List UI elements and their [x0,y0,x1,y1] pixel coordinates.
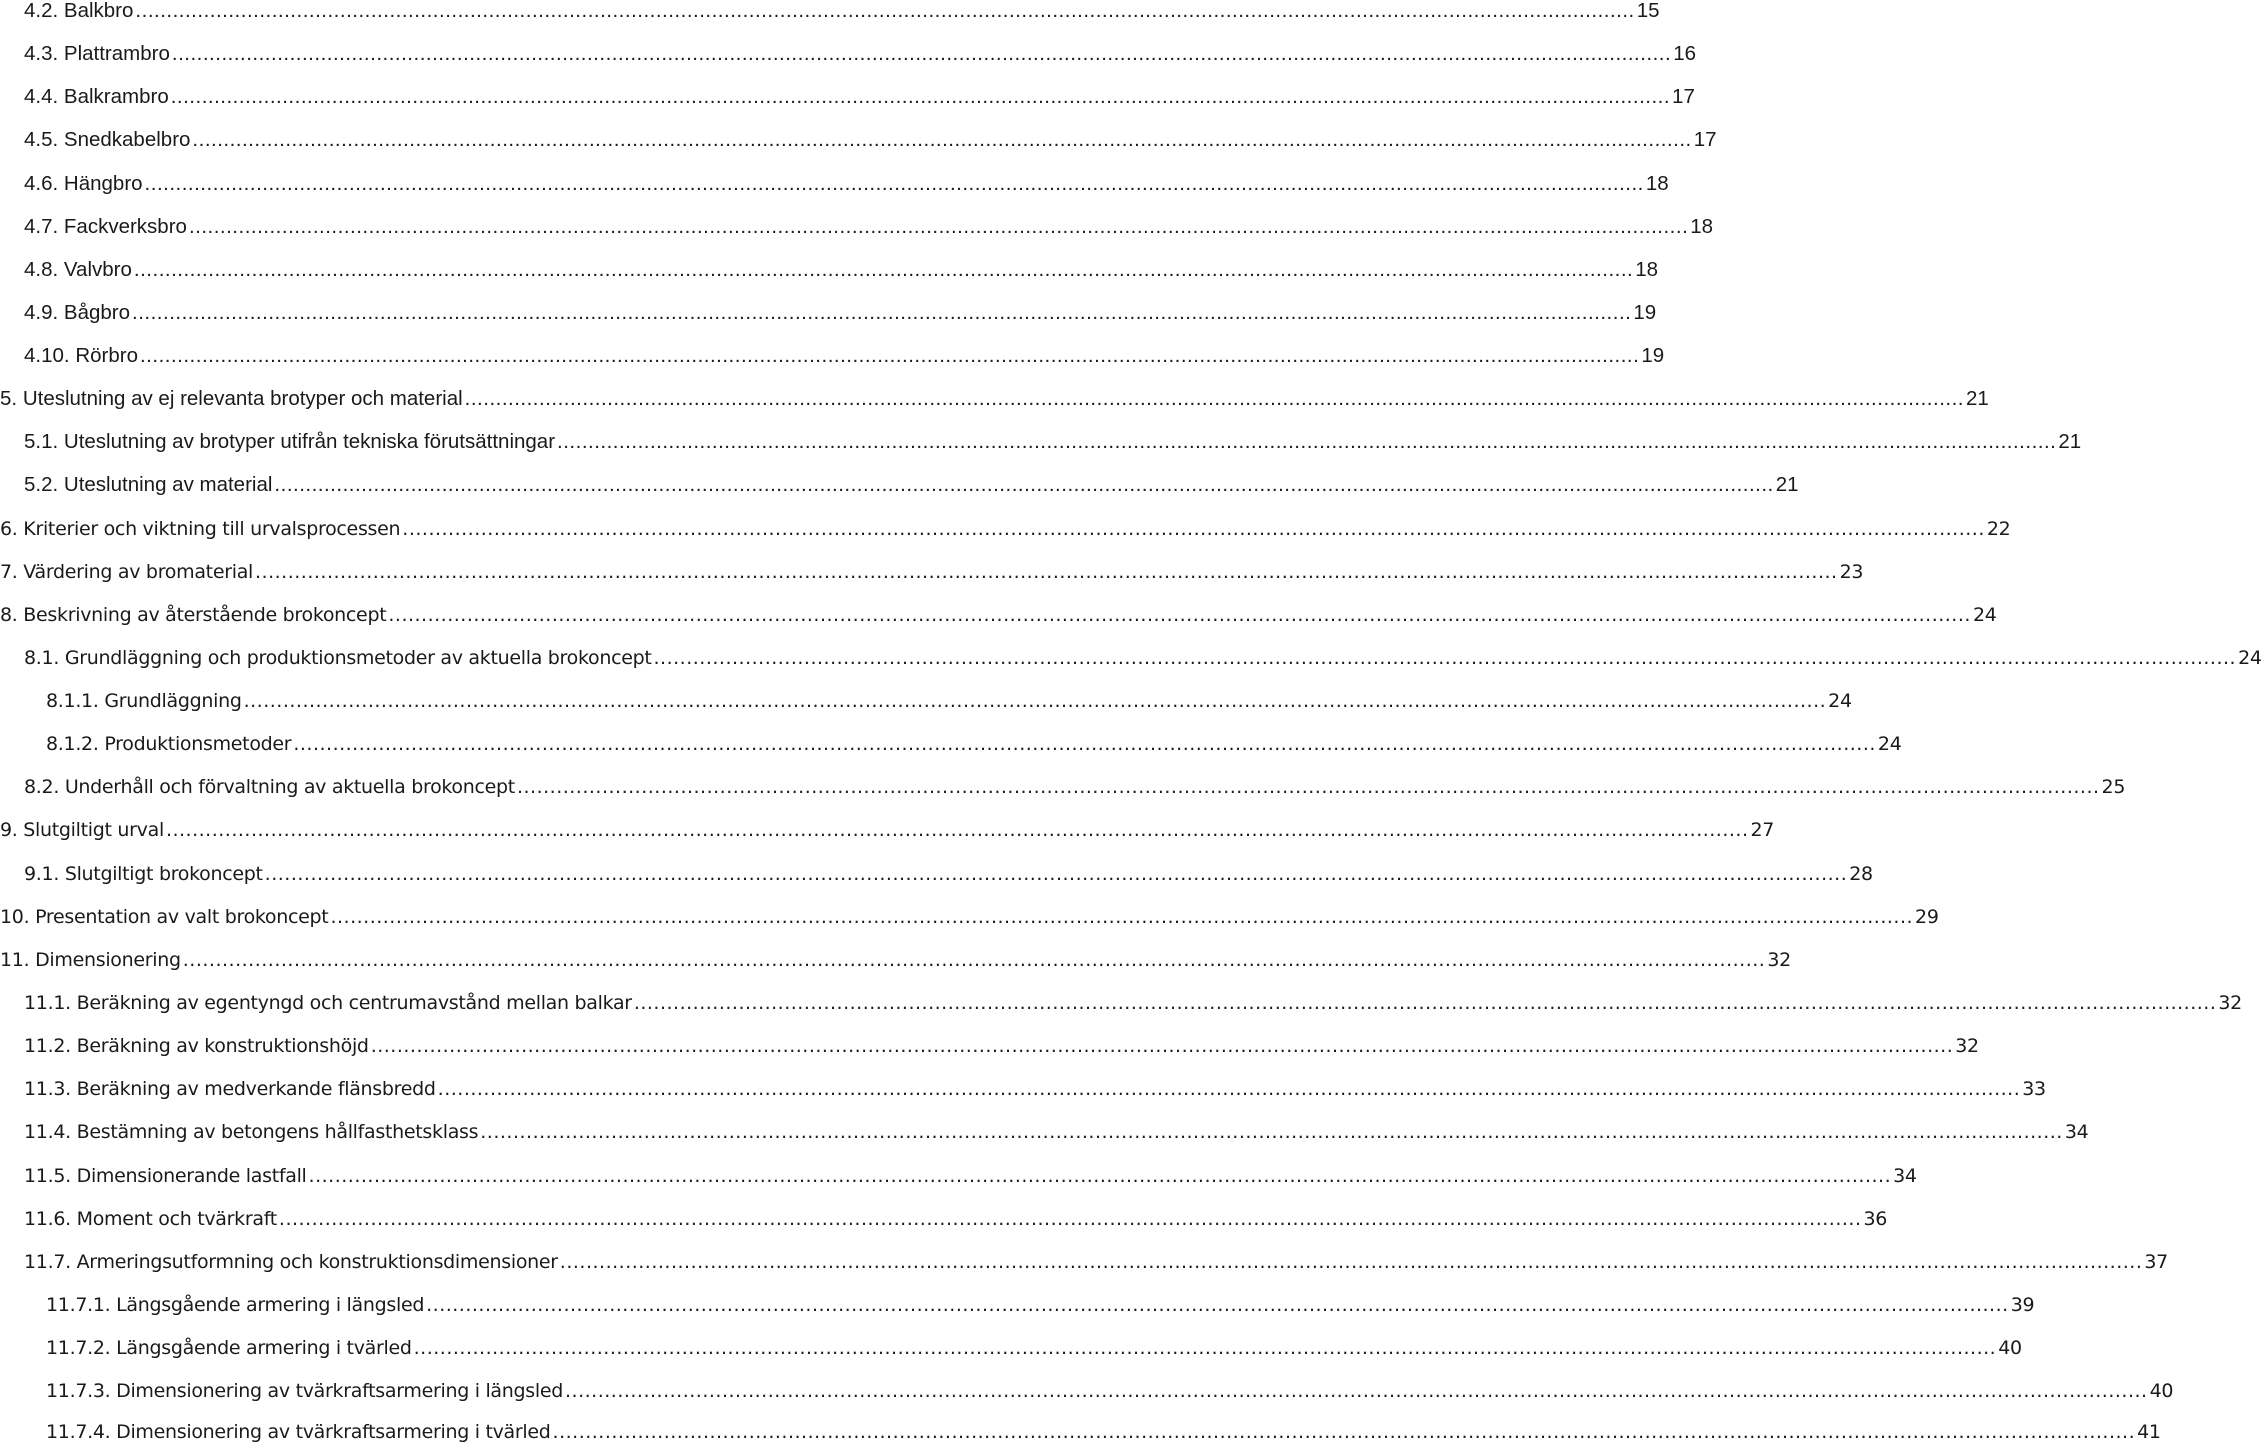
toc-leader-dots [465,387,1964,411]
toc-page-number: 23 [1839,561,1864,583]
toc-page-number: 25 [2101,776,2126,798]
toc-entry[interactable] [0,724,1902,764]
toc-entry-label: 8.1.1. Grundläggning [46,690,242,712]
toc-leader-dots [426,1294,2009,1316]
toc-entry[interactable] [0,1285,2035,1325]
toc-page-number: 24 [1972,604,1997,626]
toc-entry[interactable] [0,77,1695,117]
toc-entry-label: 8.1.2. Produktionsmetoder [46,733,292,755]
toc-entry[interactable] [0,120,1717,160]
toc-entry[interactable] [0,164,1669,204]
toc-leader-dots [438,1078,2021,1100]
toc-entry-label: 8.1. Grundläggning och produktionsmetoder av aktuella brokoncept [24,647,652,669]
toc-leader-dots [183,949,1766,971]
toc-leader-dots [279,1208,1862,1230]
toc-page-number: 40 [2149,1380,2174,1402]
toc-entry[interactable] [0,854,1873,894]
toc-leader-dots [132,301,1631,325]
toc-entry-label: 11.5. Dimensionerande lastfall [24,1165,307,1187]
toc-page-number: 34 [1893,1165,1917,1187]
toc-entry-label: 11.2. Beräkning av konstruktionshöjd [24,1035,369,1057]
toc-entry-label: 4.9. Bågbro [24,301,131,324]
toc-page-number: 21 [1965,387,1989,410]
toc-entry[interactable] [0,1199,1888,1239]
toc-entry-label: 8.2. Underhåll och förvaltning av aktuella brokoncept [24,776,515,798]
toc-entry-label: 11.7. Armeringsutformning och konstruktionsdimensioner [24,1251,558,1273]
toc-entry-label: 5.2. Uteslutning av material [24,473,273,496]
toc-entry-label: 11.7.1. Längsgående armering i längsled [46,1294,425,1316]
toc-leader-dots [244,690,1827,712]
toc-entry-label: 9.1. Slutgiltigt brokoncept [24,863,263,885]
toc-leader-dots [172,42,1671,66]
toc-entry-label: 5.1. Uteslutning av brotyper utifrån tekniska förutsättningar [24,430,556,453]
toc-leader-dots [134,258,1633,282]
toc-entry-label: 10. Presentation av valt brokoncept [0,906,329,928]
toc-entry-label: 4.5. Snedkabelbro [24,128,191,151]
toc-entry[interactable] [0,897,1939,937]
toc-leader-dots [255,561,1838,583]
toc-leader-dots [135,0,1634,23]
toc-entry[interactable] [0,1328,2022,1368]
toc-entry[interactable] [0,638,2262,678]
toc-page-number: 24 [2238,647,2262,669]
toc-leader-dots [560,1251,2143,1273]
toc-entry-label: 4.2. Balkbro [24,0,134,22]
toc-entry[interactable] [0,1242,2168,1282]
toc-entry-label: 4.6. Hängbro [24,172,143,195]
toc-entry[interactable] [0,1026,1979,1066]
toc-leader-dots [274,473,1773,497]
toc-entry-label: 11.6. Moment och tvärkraft [24,1208,277,1230]
toc-page-number: 22 [1986,518,2011,540]
toc-entry[interactable] [0,595,1997,635]
toc-entry-label: 5. Uteslutning av ej relevanta brotyper och material [0,387,463,410]
toc-entry[interactable] [0,509,2011,549]
toc-entry[interactable] [0,336,1665,376]
toc-leader-dots [140,344,1639,368]
toc-page-number: 32 [1955,1035,1979,1057]
toc-page-number: 34 [2064,1121,2089,1143]
toc-entry[interactable] [0,422,2082,462]
toc-entry-label: 11.3. Beräkning av medverkande flänsbredd [24,1078,436,1100]
toc-leader-dots [388,604,1971,626]
toc-leader-dots [309,1165,1892,1187]
toc-entry[interactable] [0,810,1775,850]
toc-entry[interactable] [0,940,1791,980]
toc-page-number: 39 [2010,1294,2035,1316]
toc-page-number: 18 [1635,258,1659,281]
toc-leader-dots [634,992,2217,1014]
toc-leader-dots [402,518,1985,540]
toc-leader-dots [553,1421,2136,1443]
toc-page-number: 17 [1672,85,1695,108]
toc-page-number: 17 [1693,128,1717,151]
toc-entry[interactable] [0,1156,1917,1196]
toc-entry-label: 11.1. Beräkning av egentyngd och centrumavstånd mellan balkar [24,992,632,1014]
toc-leader-dots [565,1380,2148,1402]
toc-entry-label: 11.4. Bestämning av betongens hållfasthetsklass [24,1121,479,1143]
toc-page-number: 29 [1915,906,1939,928]
toc-entry-label: 11.7.4. Dimensionering av tvärkraftsarmering i tvärled [46,1421,551,1443]
toc-page-number: 19 [1641,344,1665,367]
toc-entry[interactable] [0,250,1659,290]
toc-leader-dots [480,1121,2063,1143]
toc-entry[interactable] [0,983,2242,1023]
toc-page-number: 28 [1849,863,1873,885]
toc-entry-label: 4.7. Fackverksbro [24,215,187,238]
toc-leader-dots [265,863,1848,885]
toc-entry[interactable] [0,1412,2161,1452]
toc-entry[interactable] [0,1069,2046,1109]
toc-page-number: 21 [1775,473,1799,496]
toc-page-number: 33 [2022,1078,2046,1100]
toc-entry[interactable] [0,1371,2174,1411]
toc-page-number: 21 [2058,430,2082,453]
toc-leader-dots [330,906,1913,928]
toc-page-number: 24 [1877,733,1902,755]
toc-leader-dots [145,172,1644,196]
toc-leader-dots [557,430,2056,454]
toc-leader-dots [414,1337,1997,1359]
toc-entry[interactable] [0,1112,2089,1152]
toc-entry[interactable] [0,379,1989,419]
toc-entry[interactable] [0,681,1852,721]
toc-leader-dots [189,215,1688,239]
toc-entry[interactable] [0,293,1657,333]
toc-page-number: 24 [1828,690,1852,712]
toc-leader-dots [192,128,1691,152]
toc-page-number: 36 [1863,1208,1888,1230]
toc-page-number: 32 [1767,949,1791,971]
toc-page-number: 32 [2218,992,2242,1014]
toc-leader-dots [293,733,1876,755]
toc-leader-dots [171,85,1670,109]
toc-leader-dots [166,819,1749,841]
toc-entry-label: 8. Beskrivning av återstående brokoncept [0,604,387,626]
toc-page-number: 27 [1750,819,1775,841]
toc-page-number: 40 [1998,1337,2022,1359]
toc-entry[interactable] [0,465,1799,505]
toc-entry-label: 6. Kriterier och viktning till urvalsprocessen [0,518,401,540]
toc-entry[interactable] [0,552,1864,592]
toc-entry-label: 9. Slutgiltigt urval [0,819,164,841]
toc-entry-label: 11.7.2. Längsgående armering i tvärled [46,1337,412,1359]
toc-page-number: 41 [2137,1421,2161,1443]
toc-leader-dots [371,1035,1954,1057]
toc-leader-dots [654,647,2237,669]
toc-entry-label: 11. Dimensionering [0,949,181,971]
toc-entry[interactable] [0,767,2126,807]
toc-page-number: 18 [1690,215,1714,238]
toc-entry-label: 4.8. Valvbro [24,258,132,281]
toc-page-number: 18 [1645,172,1669,195]
toc-page-number: 37 [2144,1251,2168,1273]
toc-entry-label: 4.3. Plattrambro [24,42,170,65]
toc-page-number: 15 [1636,0,1660,22]
toc-page-number: 19 [1633,301,1657,324]
toc-entry-label: 4.4. Balkrambro [24,85,169,108]
toc-entry-label: 4.10. Rörbro [24,344,138,367]
toc-entry[interactable] [0,207,1714,247]
toc-entry[interactable] [0,34,1697,74]
toc-entry-label: 7. Värdering av bromaterial [0,561,254,583]
toc-entry[interactable] [0,0,1660,31]
toc-page-number: 16 [1673,42,1697,65]
toc-entry-label: 11.7.3. Dimensionering av tvärkraftsarmering i längsled [46,1380,563,1402]
toc-leader-dots [517,776,2100,798]
